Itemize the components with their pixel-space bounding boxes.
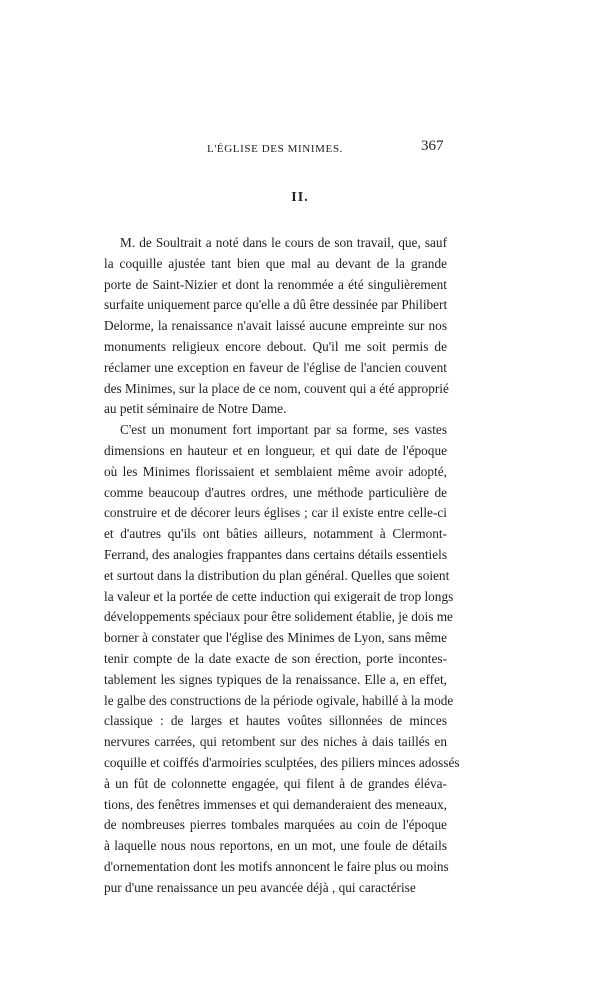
text-line: de nombreuses pierres tombales marquées au coin de l'époque <box>104 817 447 833</box>
paragraph-1 <box>104 233 447 420</box>
text-line: Delorme, la renaissance n'avait laissé aucune empreinte sur nos <box>104 318 447 334</box>
text-line: tenir compte de la date exacte de son érection, porte incontes- <box>104 650 447 666</box>
section-heading: II. <box>291 190 309 205</box>
running-title: L'ÉGLISE DES MINIMES. <box>207 143 343 155</box>
text-line: coquille et coiffés d'armoiries sculptées, des piliers minces adossés <box>104 754 460 770</box>
text-line: comme beaucoup d'autres ordres, une méthode particulière de <box>104 484 447 500</box>
body-text <box>104 233 460 899</box>
text-line: tablement les signes typiques de la renaissance. Elle a, en effet, <box>104 671 447 687</box>
text-line: la valeur et la portée de cette induction qui exigerait de trop longs <box>104 588 454 604</box>
text-line: monuments religieux encore debout. Qu'il me soit permis de <box>104 338 447 354</box>
text-line: la coquille ajustée tant bien que mal au devant de la grande <box>104 255 447 271</box>
text-line: et d'autres qu'ils ont bâties ailleurs, notamment à Clermont- <box>104 526 447 542</box>
text-line: au petit séminaire de Notre Dame. <box>104 401 287 417</box>
text-line: Ferrand, des analogies frappantes dans certains détails essentiels <box>104 546 447 562</box>
text-line: pur d'une renaissance un peu avancée déjà , qui caractérise <box>104 879 416 895</box>
text-line: tions, des fenêtres immenses et qui demanderaient des meneaux, <box>104 796 447 812</box>
text-line: à laquelle nous nous reportons, en un mot, une foule de détails <box>104 838 447 854</box>
text-line: porte de Saint-Nizier et dont la renommée a été singulièrement <box>104 276 447 292</box>
text-line: borner à constater que l'église des Minimes de Lyon, sans même <box>104 630 447 646</box>
text-line: développements spéciaux pour être solidement établie, je dois me <box>104 609 453 625</box>
paragraph-2 <box>104 420 460 898</box>
text-line: à un fût de colonnette engagée, qui filent à de grandes éléva- <box>104 775 447 791</box>
text-line: surfaite uniquement parce qu'elle a dû être dessinée par Philibert <box>104 297 448 313</box>
text-line: et surtout dans la distribution du plan général. Quelles que soient <box>104 567 450 583</box>
text-line: C'est un monument fort important par sa forme, ses vastes <box>120 422 447 438</box>
text-line: M. de Soultrait a noté dans le cours de son travail, que, sauf <box>120 235 447 250</box>
text-line: classique : de larges et hautes voûtes sillonnées de minces <box>104 713 447 729</box>
text-line: dimensions en hauteur et en longueur, et qui date de l'époque <box>104 442 447 458</box>
text-line: réclamer une exception en faveur de l'église de l'ancien couvent <box>104 359 447 375</box>
text-line: construire et de décorer leurs églises ; car il existe entre celle-ci <box>104 505 447 521</box>
page-number: 367 <box>421 138 444 154</box>
text-line: le galbe des constructions de la période ogivale, habillé à la mode <box>104 692 454 708</box>
text-line: des Minimes, sur la place de ce nom, couvent qui a été approprié <box>104 380 449 396</box>
text-line: nervures carrées, qui retombent sur des niches à dais taillés en <box>104 734 447 750</box>
text-line: d'ornementation dont les motifs annoncent le faire plus ou moins <box>104 858 449 874</box>
text-line: où les Minimes florissaient et semblaient même avoir adopté, <box>104 463 447 479</box>
